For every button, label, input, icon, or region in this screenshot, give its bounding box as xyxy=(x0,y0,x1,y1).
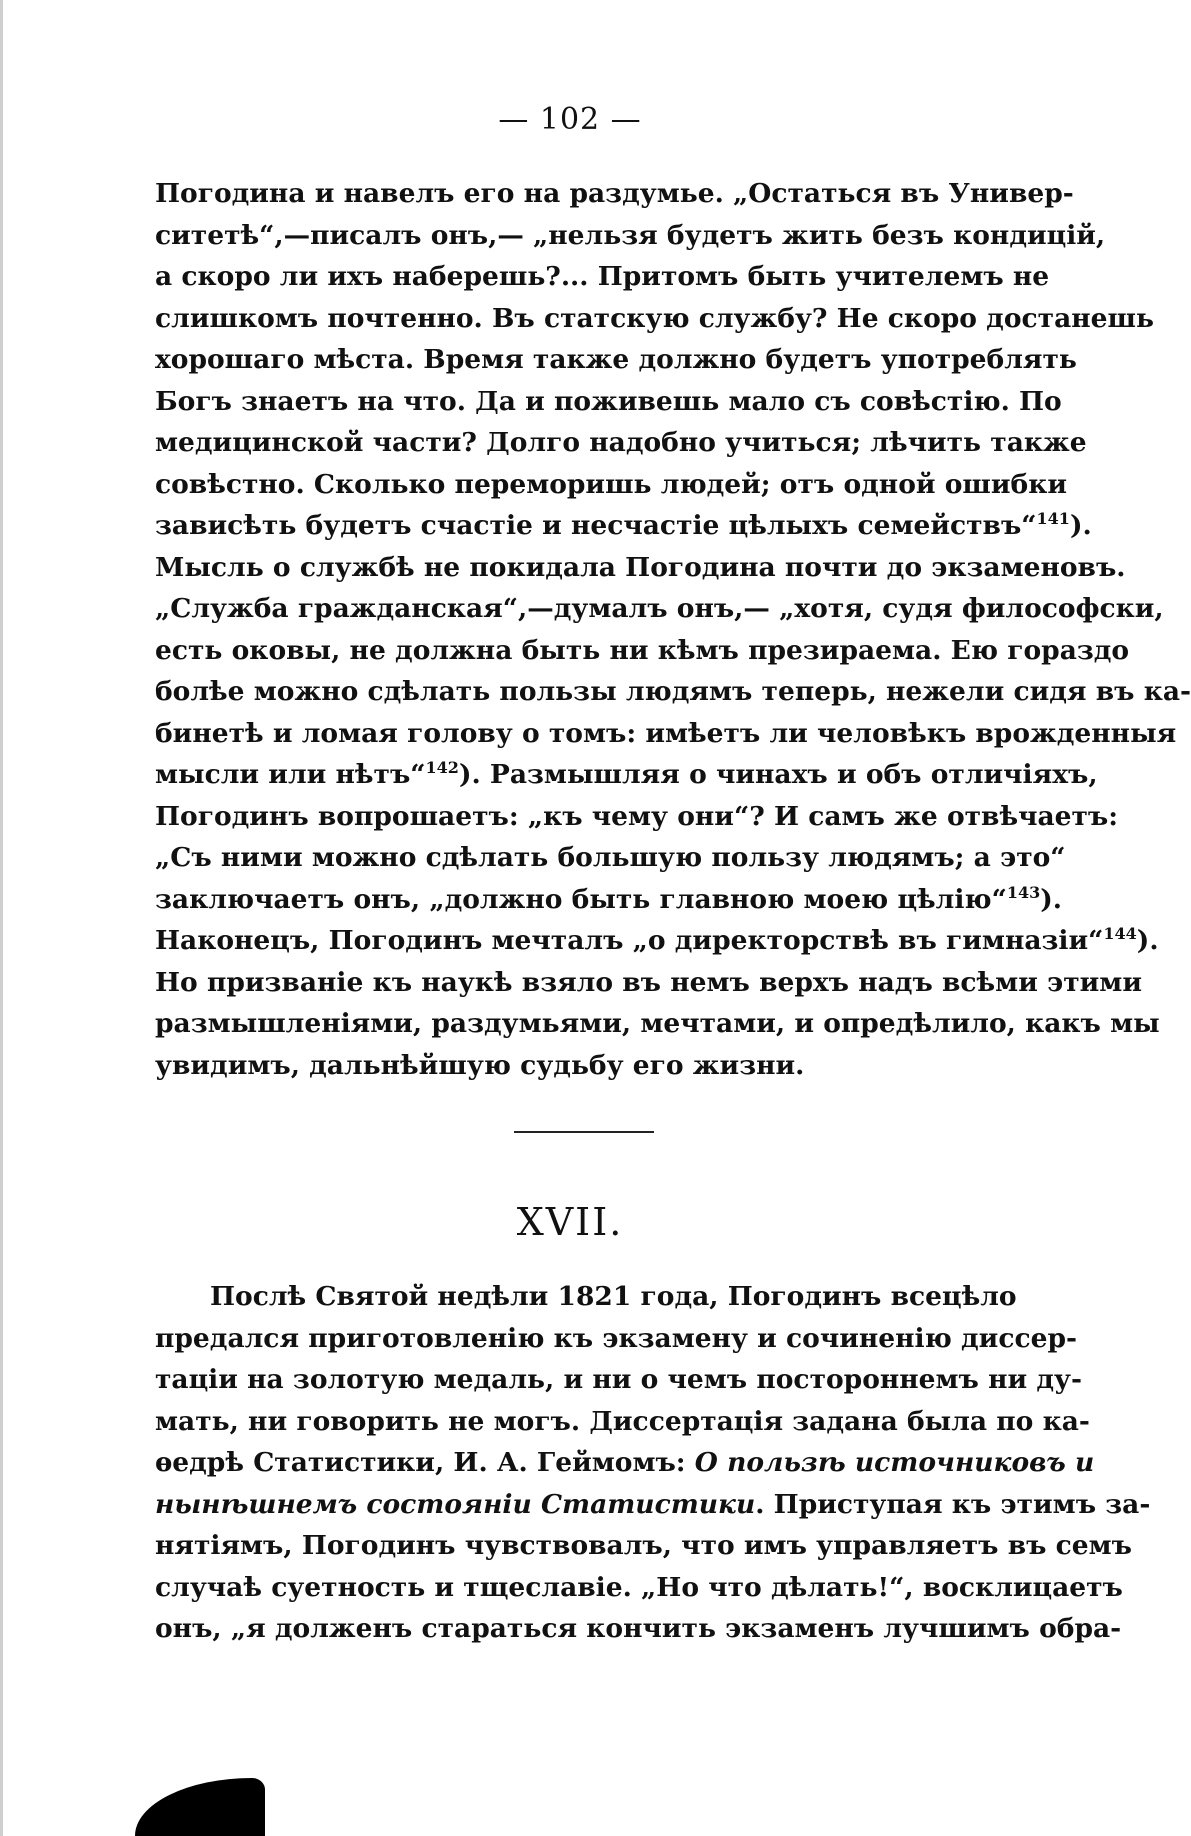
text-line xyxy=(155,464,1068,506)
text-line xyxy=(155,837,1066,879)
text-line xyxy=(155,1608,1122,1650)
text-line xyxy=(155,215,1106,257)
text-line xyxy=(155,1525,1133,1567)
line-text: болѣе можно сдѣлать пользы людямъ теперь, нежели сидя въ ка- xyxy=(155,676,1191,707)
paragraph-2 xyxy=(155,1276,1151,1650)
line-text: Наконецъ, Погодинъ мечталъ „о директорствѣ въ гимназіи“ xyxy=(155,925,1104,956)
text-line xyxy=(155,588,1164,630)
line-text: увидимъ, дальнѣйшую судьбу его жизни. xyxy=(155,1049,805,1081)
line-text: хорошаго мѣста. Время также должно будетъ употреблять xyxy=(155,344,1077,375)
scan-blot xyxy=(135,1778,265,1836)
line-text: мысли или нѣтъ“ xyxy=(155,759,426,790)
line-text-after: ). xyxy=(1136,925,1159,956)
text-line xyxy=(155,381,1062,423)
text-line xyxy=(155,1359,1082,1401)
section-divider xyxy=(514,1131,654,1133)
page-number: — 102 — xyxy=(498,102,642,137)
text-line xyxy=(155,962,1142,1004)
line-text-after: ). xyxy=(1069,510,1092,541)
text-line xyxy=(155,1276,1015,1318)
line-text-after: ). Размышляя о чинахъ и объ отличіяхъ, xyxy=(458,759,1098,790)
footnote-ref: 144 xyxy=(1103,924,1137,943)
text-line xyxy=(155,298,1154,340)
text-line xyxy=(155,173,1074,215)
line-text: Богъ знаетъ на что. Да и поживешь мало съ совѣстію. По xyxy=(155,385,1062,417)
text-line xyxy=(155,754,1098,796)
text-line xyxy=(155,1045,1015,1087)
line-text: заключаетъ онъ, „должно быть главною моею цѣлію“ xyxy=(155,883,1007,915)
line-text: нятіямъ, Погодинъ чувствовалъ, что имъ управляетъ въ семъ xyxy=(155,1530,1133,1561)
line-text: „Служба гражданская“,—думалъ онъ,— „хотя, судя философски, xyxy=(155,593,1164,624)
footnote-ref: 142 xyxy=(425,758,459,777)
section-heading: XVII. xyxy=(516,1200,624,1244)
text-line xyxy=(155,1401,1090,1443)
line-text: Но призваніе къ наукѣ взяло въ немъ верхъ надъ всѣми этими xyxy=(155,966,1142,998)
line-text: случаѣ суетность и тщеславіе. „Но что дѣлать!“, восклицаетъ xyxy=(155,1571,1123,1603)
text-line xyxy=(155,920,1159,962)
text-line xyxy=(155,422,1087,464)
line-text-after: . Приступая къ этимъ за- xyxy=(755,1488,1151,1520)
text-line xyxy=(155,713,1177,755)
text-line xyxy=(155,339,1077,381)
line-text: слишкомъ почтенно. Въ статскую службу? Не скоро достанешь xyxy=(155,302,1154,334)
text-line xyxy=(155,547,1126,589)
line-text: медицинской части? Долго надобно учиться; лѣчить также xyxy=(155,427,1087,458)
text-line xyxy=(155,1484,1151,1526)
line-text: ѳедрѣ Статистики, И. А. Геймомъ: xyxy=(155,1447,695,1478)
line-text: предался приготовленію къ экзамену и сочиненію диссер- xyxy=(155,1322,1078,1354)
text-line xyxy=(155,1003,1160,1045)
line-text: Послѣ Святой недѣли 1821 года, Погодинъ всецѣло xyxy=(210,1281,1017,1312)
italic-title: нынѣшнемъ состояніи Статистики xyxy=(155,1488,756,1520)
italic-title: О пользѣ источниковъ и xyxy=(694,1447,1095,1478)
line-text: онъ, „я долженъ стараться кончить экзаменъ лучшимъ обра- xyxy=(155,1613,1122,1644)
line-text-after: ). xyxy=(1040,883,1063,915)
line-text: „Съ ними можно сдѣлать большую пользу людямъ; а это“ xyxy=(155,842,1066,873)
line-text: Мысль о службѣ не покидала Погодина почти до экзаменовъ. xyxy=(155,551,1126,583)
footnote-ref: 141 xyxy=(1036,509,1070,528)
text-line xyxy=(155,796,1119,838)
text-line xyxy=(155,1318,1078,1360)
paragraph-1 xyxy=(155,173,1191,1086)
line-text: а скоро ли ихъ наберешь?... Притомъ быть учителемъ не xyxy=(155,261,1050,292)
line-text: бинетѣ и ломая голову о томъ: имѣетъ ли человѣкъ врожденныя xyxy=(155,717,1177,749)
line-text: Погодина и навелъ его на раздумье. „Остаться въ Универ- xyxy=(155,178,1074,209)
page-edge-shadow xyxy=(0,0,3,1836)
line-text: Погодинъ вопрошаетъ: „къ чему они“? И самъ же отвѣчаетъ: xyxy=(155,800,1119,832)
footnote-ref: 143 xyxy=(1006,882,1041,902)
text-line xyxy=(155,630,1130,672)
text-line xyxy=(155,1567,1123,1609)
line-text: ситетѣ“,—писалъ онъ,— „нельзя будетъ жить безъ кондицій, xyxy=(155,219,1106,251)
text-line xyxy=(155,1442,1095,1484)
line-text: размышленіями, раздумьями, мечтами, и опредѣлило, какъ мы xyxy=(155,1008,1160,1039)
text-line xyxy=(155,879,1063,921)
text-line xyxy=(155,671,1191,713)
line-text: есть оковы, не должна быть ни кѣмъ презираема. Ею гораздо xyxy=(155,634,1130,666)
line-text: таціи на золотую медаль, и ни о чемъ постороннемъ ни ду- xyxy=(155,1364,1082,1395)
text-line xyxy=(155,256,1050,298)
text-line xyxy=(155,505,1092,547)
line-text: зависѣть будетъ счастіе и несчастіе цѣлыхъ семействъ“ xyxy=(155,510,1037,541)
line-text: мать, ни говорить не могъ. Диссертація задана была по ка- xyxy=(155,1405,1090,1437)
line-text: совѣстно. Сколько переморишь людей; отъ одной ошибки xyxy=(155,468,1068,500)
